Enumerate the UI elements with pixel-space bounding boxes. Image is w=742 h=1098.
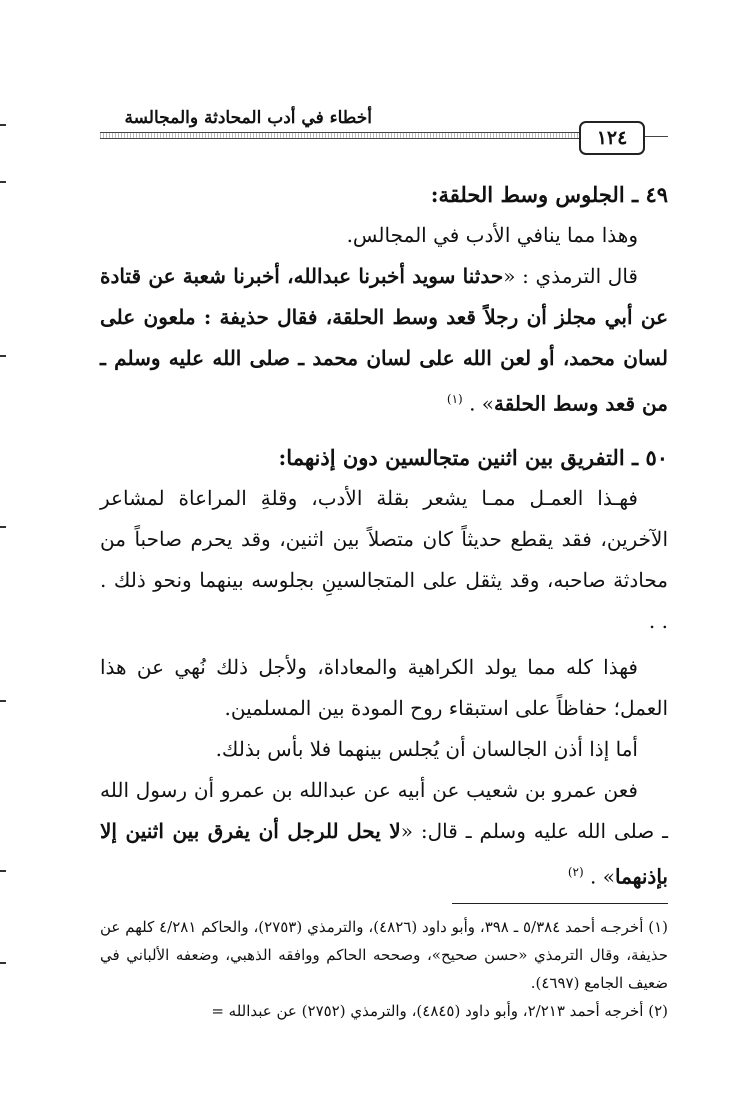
running-title: أخطاء في أدب المحادثة والمجالسة [124, 108, 372, 128]
paragraph [100, 256, 668, 425]
margin-mark [0, 355, 6, 357]
hadith-text: لا يحل للرجل أن يفرق بين اثنين إلا بإذنهما [100, 818, 668, 889]
hadith-text: حدثنا سويد أخبرنا عبدالله، أخبرنا شعبة عن قتادة عن أبي مجلز أن رجلاً قعد وسط الحلقة، فقال حذيفة : ملعون على لسان محمد، أو لعن الله على لسان محمد ـ صلى الله عليه وسلم ـ من قعد وسط الحلقة [100, 264, 668, 416]
footnote-ref: (١) [446, 392, 463, 406]
page-number: ١٢٤ [579, 121, 645, 155]
main-text [100, 174, 668, 897]
margin-mark [0, 124, 6, 126]
margin-mark [0, 526, 6, 528]
section-heading: ٤٩ ـ الجلوس وسط الحلقة: [430, 182, 668, 207]
section-heading: ٥٠ ـ التفريق بين اثنين متجالسين دون إذنهما: [278, 444, 668, 470]
footnote-ref: (٢) [567, 864, 584, 879]
margin-mark [0, 870, 6, 872]
paragraph: أما إذا أذن الجالسان أن يُجلس بينهما فلا بأس بذلك. [215, 736, 638, 761]
footnote: (٢) أخرجه أحمد ٢/٢١٣، وأبو داود (٤٨٤٥)، والترمذي (٢٧٥٢) عن عبدالله = [211, 1002, 668, 1020]
footnote-rule [452, 903, 668, 904]
paragraph: فهذا كله مما يولد الكراهية والمعاداة، ولأجل ذلك نُهي عن هذا العمل؛ حفاظاً على استبقاء روح المودة بين المسلمين. [100, 654, 668, 720]
footnotes [100, 913, 668, 1025]
footnote: (١) أخرجـه أحمد ٥/٣٨٤ ـ ٣٩٨، وأبو داود (٤٨٢٦)، والترمذي (٢٧٥٣)، والحاكم ٤/٢٨١ كلهم عن حذيفة، وقال الترمذي «حسن صحيح»، وصححه الحاكم ووافقه الذهبي، وضعفه الألباني في ضعيف الجامع (٤٦٩٧). [100, 918, 668, 992]
margin-mark [0, 962, 6, 964]
margin-mark [0, 700, 6, 702]
paragraph-text: فعن عمرو بن شعيب عن أبيه عن عبدالله بن عمرو أن رسول الله ـ صلى الله عليه وسلم ـ قال: « [100, 777, 668, 843]
paragraph-text: قال الترمذي : « [503, 264, 638, 288]
header-rule [100, 132, 622, 139]
margin-mark [0, 181, 6, 183]
paragraph-text: » . [590, 864, 615, 889]
paragraph-text: » . [469, 391, 495, 416]
paragraph [100, 770, 668, 898]
paragraph: فهـذا العمـل ممـا يشعر بقلة الأدب، وقلةِ المراعاة لمشاعر الآخرين، فقد يقطع حديثاً كان متصلاً بين اثنين، وقد يحرم صاحباً من محادثة صاحبه، وقد يثقل على المتجالسينِ بجلوسه بينهما ونحو ذلك . . . [100, 485, 668, 633]
paragraph: وهذا مما ينافي الأدب في المجالس. [346, 223, 638, 247]
